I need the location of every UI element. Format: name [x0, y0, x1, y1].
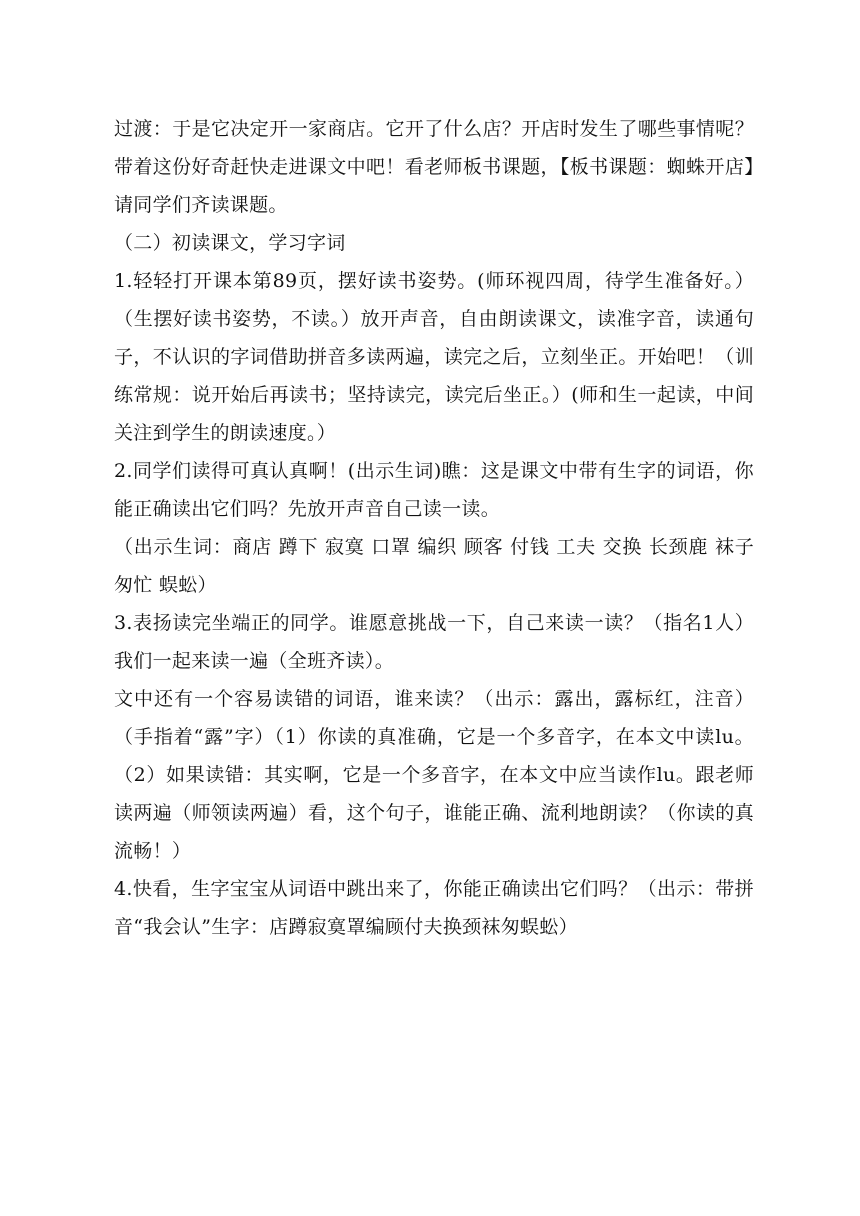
step-2-paragraph: 2.同学们读得可真认真啊！(出示生词)瞧：这是课文中带有生字的词语，你能正确读出它们吗？先放开声音自己读一读。	[114, 460, 754, 520]
section-heading-initial-reading: （二）初读课文，学习字词	[114, 232, 346, 254]
polyphone-paragraph: 文中还有一个容易读错的词语，谁来读？（出示：露出，露标红，注音）（手指着“露”字）（1）你读的真准确，它是一个多音字，在本文中读lu。（2）如果读错：其实啊，它是一个多音字，在本文中应当读作lu。跟老师读两遍（师领读两遍）看，这个句子，谁能正确、流利地朗读？（你读的真流畅！）	[114, 688, 754, 862]
vocabulary-list-paragraph: （出示生词：商店 蹲下 寂寞 口罩 编织 顾客 付钱 工夫 交换 长颈鹿 袜子 匆忙 蜈蚣）	[114, 536, 754, 596]
step-4-paragraph: 4.快看，生字宝宝从词语中跳出来了，你能正确读出它们吗？（出示：带拼音“我会认”生字：店蹲寂寞罩编顾付夫换颈袜匆蜈蚣）	[114, 878, 754, 938]
transition-paragraph: 过渡：于是它决定开一家商店。它开了什么店？开店时发生了哪些事情呢？带着这份好奇赶快走进课文中吧！看老师板书课题，【板书课题：蜘蛛开店】请同学们齐读课题。	[114, 118, 754, 216]
document-body	[114, 110, 754, 946]
step-3-paragraph: 3.表扬读完坐端正的同学。谁愿意挑战一下，自己来读一读？（指名1人）我们一起来读一遍（全班齐读）。	[114, 612, 754, 672]
step-1-paragraph: 1.轻轻打开课本第89页，摆好读书姿势。(师环视四周，待学生准备好。）（生摆好读书姿势，不读。）放开声音，自由朗读课文，读准字音，读通句子，不认识的字词借助拼音多读两遍，读完之后，立刻坐正。开始吧！（训练常规：说开始后再读书；坚持读完，读完后坐正。）(师和生一起读，中间关注到学生的朗读速度。）	[114, 270, 754, 444]
